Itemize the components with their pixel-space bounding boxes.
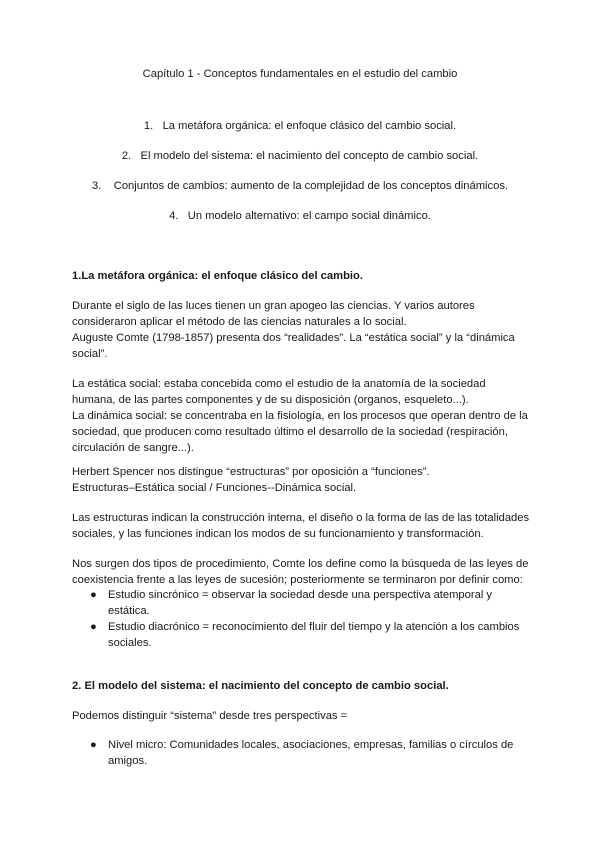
toc-text: La metáfora orgánica: el enfoque clásico del cambio social. <box>162 120 457 132</box>
section-1-paragraph-1 <box>72 298 532 362</box>
section-1-paragraph-2 <box>72 376 532 456</box>
text-line: La estática social: estaba concebida como el estudio de la anatomía de la sociedad <box>72 378 486 390</box>
toc-text: El modelo del sistema: el nacimiento del concepto de cambio social. <box>140 150 479 162</box>
chapter-title: Capítulo 1 - Conceptos fundamentales en el estudio del cambio <box>142 68 458 80</box>
toc-text: Conjuntos de cambios: aumento de la complejidad de los conceptos dinámicos. <box>113 180 509 192</box>
text-line: sociales. <box>108 637 152 649</box>
text-line: consideraron aplicar el método de las ciencias naturales a lo social. <box>72 316 407 328</box>
list-item <box>72 737 532 769</box>
text-line: Estudio sincrónico = observar la sociedad desde una perspectiva atemporal y <box>108 589 493 601</box>
text-line: Auguste Comte (1798-1857) presenta dos “realidades”. La “estática social” y la “dinámica <box>72 332 515 344</box>
section-1-bullet-list <box>72 587 532 651</box>
text-line: Estructuras–Estática social / Funciones--Dinámica social. <box>72 482 357 494</box>
toc-number: 2. <box>121 150 132 162</box>
toc-number: 4. <box>169 210 179 222</box>
list-item <box>72 619 532 651</box>
text-line: social”. <box>72 348 108 360</box>
text-line: estática. <box>108 605 150 617</box>
toc-item-4 <box>0 210 600 222</box>
text-line: circulación de sangre...). <box>72 442 194 454</box>
text-line: humana, de las partes componentes y de su disposición (organos, esqueleto...). <box>72 394 469 406</box>
section-2-bullet-list <box>72 737 532 769</box>
text-line: coexistencia frente a las leyes de sucesión; posteriormente se terminaron por definir como: <box>72 574 523 586</box>
text-line: Nos surgen dos tipos de procedimiento, Comte los define como la búsqueda de las leyes de <box>72 558 529 570</box>
toc-item-3 <box>0 180 600 192</box>
toc-text: Un modelo alternativo: el campo social dinámico. <box>187 210 431 222</box>
text-line: Estudio diacrónico = reconocimiento del fluir del tiempo y la atención a los cambios <box>108 621 520 633</box>
section-2-paragraph-1 <box>72 708 532 724</box>
toc-item-2 <box>0 150 600 162</box>
text-line: Durante el siglo de las luces tienen un gran apogeo las ciencias. Y varios autores <box>72 300 475 312</box>
section-1-paragraph-3 <box>72 464 532 496</box>
toc-number: 3. <box>91 180 102 192</box>
bullet-icon: ● <box>90 739 97 751</box>
text-line: sociales, y las funciones indican los modos de su funcionamiento y transformación. <box>72 528 484 540</box>
text-line: Herbert Spencer nos distingue “estructuras” por oposición a “funciones”. <box>72 466 430 478</box>
section-1-paragraph-5 <box>72 556 532 588</box>
toc-number: 1. <box>143 120 154 132</box>
text-line: Podemos distinguir “sistema” desde tres perspectivas = <box>72 710 348 722</box>
toc-item-1 <box>0 120 600 132</box>
text-line: amigos. <box>108 755 148 767</box>
section-1-paragraph-4 <box>72 510 532 542</box>
bullet-icon: ● <box>90 589 97 601</box>
bullet-icon: ● <box>90 621 97 633</box>
text-line: Las estructuras indican la construcción interna, el diseño o la forma de las de las totalidades <box>72 512 530 524</box>
list-item <box>72 587 532 619</box>
text-line: La dinámica social: se concentraba en la fisiología, en los procesos que operan dentro de la <box>72 410 528 422</box>
text-line: Nivel micro: Comunidades locales, asociaciones, empresas, familias o círculos de <box>108 739 514 751</box>
text-line: sociedad, que producen como resultado último el desarrollo de la sociedad (respiración, <box>72 426 508 438</box>
section-2-heading: 2. El modelo del sistema: el nacimiento del concepto de cambio social. <box>72 680 449 692</box>
section-1-heading: 1.La metáfora orgánica: el enfoque clásico del cambio. <box>72 270 363 282</box>
